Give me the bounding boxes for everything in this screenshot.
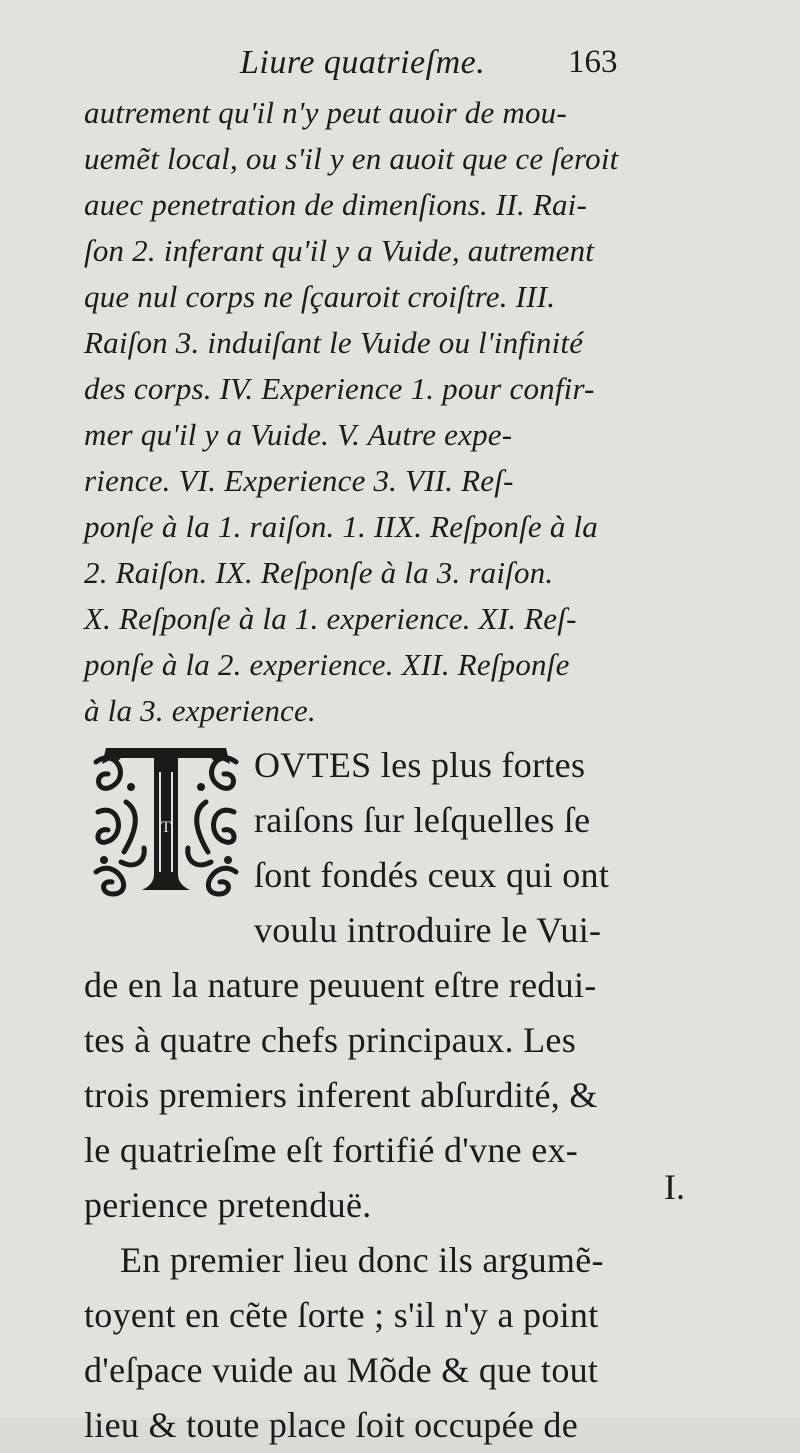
body-line: le quatrieſme eſt fortifié d'vne ex- — [84, 1130, 579, 1170]
body-line: raiſons ſur leſquelles ſe — [254, 800, 591, 840]
summary-line: autrement qu'il n'y peut auoir de mou- — [84, 95, 567, 130]
page-number: 163 — [568, 44, 618, 80]
summary-line: auec penetration de dimenſions. II. Rai- — [84, 187, 588, 222]
summary-line: X. Reſponſe à la 1. experience. XI. Reſ- — [84, 601, 577, 636]
summary-line: que nul corps ne ſçauroit croiſtre. III. — [84, 279, 556, 314]
margin-note: I. — [664, 1167, 685, 1207]
summary-line: mer qu'il y a Vuide. V. Autre expe- — [84, 417, 513, 452]
summary-line: ponſe à la 2. experience. XII. Reſponſe — [84, 647, 570, 682]
summary-line: ſon 2. inferant qu'il y a Vuide, autrement — [84, 233, 595, 268]
dropcap-letter: T — [161, 819, 171, 836]
summary-line: à la 3. experience. — [84, 693, 316, 728]
body-line: OVTES les plus fortes — [254, 745, 586, 785]
running-head — [0, 44, 800, 94]
body-line: trois premiers inferent abſurdité, & — [84, 1075, 598, 1115]
body-line: tes à quatre chefs principaux. Les — [84, 1020, 576, 1060]
body-line: En premier lieu donc ils argumẽ- — [120, 1240, 604, 1280]
body-line: voulu introduire le Vui- — [254, 910, 602, 950]
body-line: ſont fondés ceux qui ont — [254, 855, 610, 895]
chapter-summary — [84, 90, 644, 734]
body-line: d'eſpace vuide au Mõde & que tout — [84, 1350, 599, 1390]
summary-line: Raiſon 3. induiſant le Vuide ou l'infinité — [84, 325, 584, 360]
summary-line: des corps. IV. Experience 1. pour confir- — [84, 371, 595, 406]
running-title: Liure quatrieſme. — [240, 44, 486, 81]
body-line: lieu & toute place ſoit occupée de — [84, 1405, 579, 1445]
body-line: toyent en cẽte ſorte ; s'il n'y a point — [84, 1295, 599, 1335]
summary-line: ponſe à la 1. raiſon. 1. IIX. Reſponſe à la — [84, 509, 598, 544]
summary-line: rience. VI. Experience 3. VII. Reſ- — [84, 463, 514, 498]
body-text — [84, 738, 644, 1453]
summary-line: 2. Raiſon. IX. Reſponſe à la 3. raiſon. — [84, 555, 554, 590]
body-line: de en la nature peuuent eſtre redui- — [84, 965, 597, 1005]
body-line: perience pretenduë. — [84, 1185, 372, 1225]
summary-line: uemẽt local, ou s'il y en auoit que ce ſeroit — [84, 141, 619, 176]
